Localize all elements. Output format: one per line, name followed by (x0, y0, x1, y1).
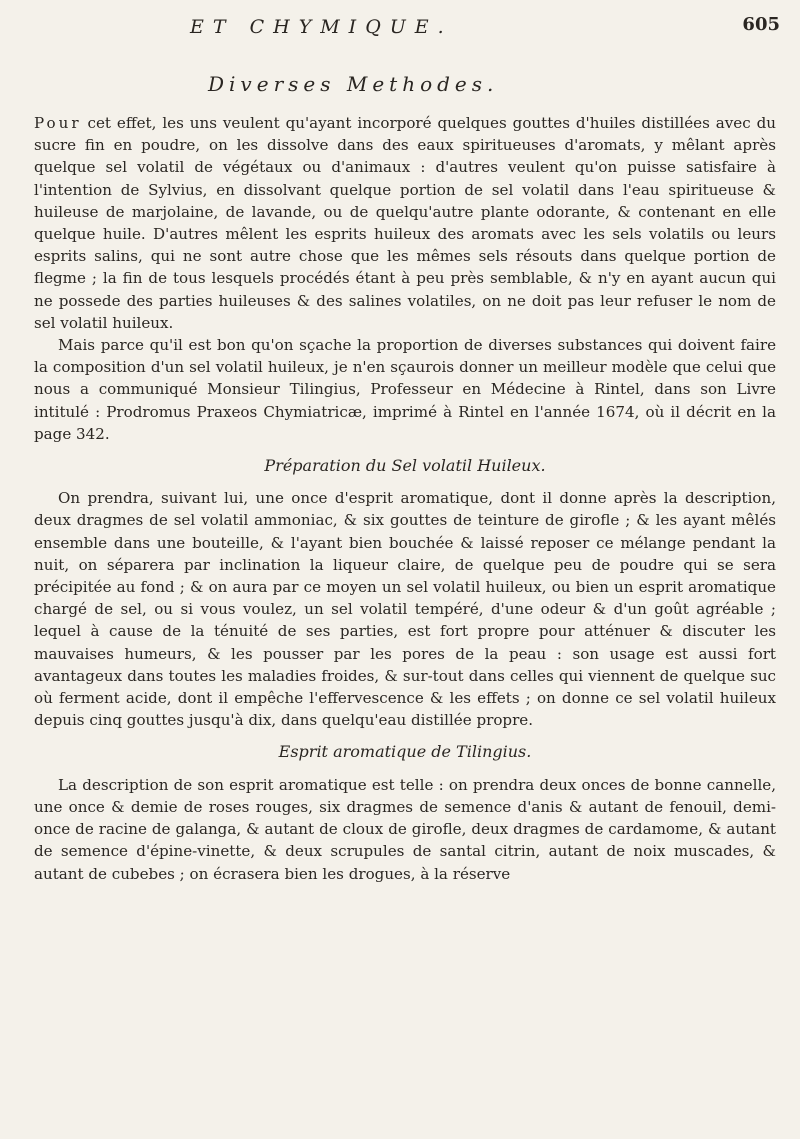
paragraph-1: Pour cet effet, les uns veulent qu'ayant incorporé quelques gouttes d'huiles distillées avec du sucre fin en poudre, on les dissolve dans des eaux spiritueuses d'aromats, y mêlant après quelque sel volatil de végétaux ou d'animaux : d'autres veulent qu'on puisse satisfaire à l'intention de Sylvius, en dissolvant quelque portion de sel volatil dans l'eau spiritueuse & huileuse de marjolaine, de lavande, ou de quelqu'autre plante odorante, & contenant en elle quelque huile. D'autres mêlent les esprits huileux des aromats avec les sels volatils ou leurs esprits salins, qui ne sont autre chose que les mêmes sels résouts dans quelque portion de flegme ; la fin de tous lesquels procédés étant à peu près semblable, & n'y en ayant aucun qui ne possede des parties huileuses & des salines volatiles, on ne doit pas leur refuser le nom de sel volatil huileux. (34, 114, 776, 332)
subheading-preparation: Préparation du Sel volatil Huileux. (264, 456, 546, 476)
section-title: Diverses Methodes. (208, 72, 499, 96)
running-head-title: ET CHYMIQUE. (190, 16, 453, 38)
paragraph-4: La description de son esprit aromatique est telle : on prendra deux onces de bonne cannelle, une once & demie de roses rouges, six dragmes de semence d'anis & autant de fenouil, demi-once de racine de galanga, & autant de cloux de girofle, deux dragmes de cardamome, & autant de semence d'épine-vinette, & deux scrupules de santal citrin, autant de noix muscades, & autant de cubebes ; on écrasera bien les drogues, à la réserve (34, 775, 776, 883)
body-text (34, 112, 776, 885)
page-number: 605 (742, 14, 780, 35)
paragraph-3: On prendra, suivant lui, une once d'esprit aromatique, dont il donne après la description, deux dragmes de sel volatil ammoniac, & six gouttes de teinture de girofle ; & les ayant mêlés ensemble dans une bouteille, & l'ayant bien bouchée & laissé reposer ce mélange pendant la nuit, on séparera par inclination la liqueur claire, de quelque peu de poudre qui se sera précipitée au fond ; & on aura par ce moyen un sel volatil huileux, ou bien un esprit aromatique chargé de sel, ou si vous voulez, un sel volatil tempéré, d'une odeur & d'un goût agréable ; lequel à cause de la ténuité de ses parties, est fort propre pour atténuer & discuter les mauvaises humeurs, & les pousser par les pores de la peau : son usage est aussi fort avantageux dans toutes les maladies froides, & sur-tout dans celles qui viennent de quelque suc où ferment acide, dont il empêche l'effervescence & les effets ; on donne ce sel volatil huileux depuis cinq gouttes jusqu'à dix, dans quelqu'eau distillée propre. (34, 489, 776, 730)
paragraph-2: Mais parce qu'il est bon qu'on sçache la proportion de diverses substances qui doivent faire la composition d'un sel volatil huileux, je n'en sçaurois donner un meilleur modèle que celui que nous a communiqué Monsieur Tilingius, Professeur en Médecine à Rintel, dans son Livre intitulé : Prodromus Praxeos Chymiatricæ, imprimé à Rintel en l'année 1674, où il décrit en la page 342. (34, 336, 776, 443)
running-head (190, 16, 780, 38)
paragraph-lead: Pour (34, 114, 82, 132)
subheading-esprit: Esprit aromatique de Tilingius. (278, 742, 532, 762)
